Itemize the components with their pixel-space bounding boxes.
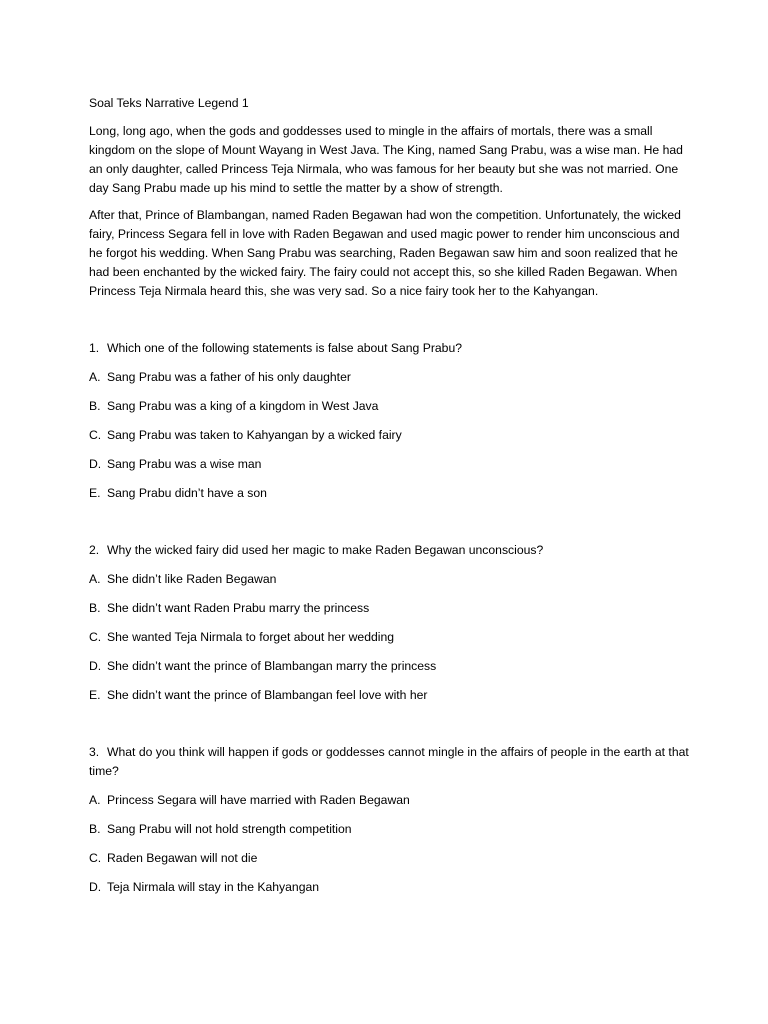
document-title: Soal Teks Narrative Legend 1: [89, 96, 249, 110]
option-text: She didn’t want the prince of Blambangan marry the princess: [107, 659, 437, 673]
option-text: She didn’t want Raden Prabu marry the princess: [107, 601, 370, 615]
option-text: Princess Segara will have married with Raden Begawan: [107, 793, 410, 807]
question-number: 3.: [89, 745, 100, 759]
option-1d: [89, 455, 689, 474]
option-letter: D.: [89, 880, 102, 894]
option-letter: C.: [89, 630, 102, 644]
option-text: Sang Prabu didn’t have a son: [107, 486, 267, 500]
option-1a: [89, 368, 689, 387]
option-letter: C.: [89, 851, 102, 865]
option-letter: B.: [89, 822, 101, 836]
question-3: [89, 743, 689, 781]
question-2: [89, 541, 689, 560]
option-text: She didn’t like Raden Begawan: [107, 572, 277, 586]
option-1e: [89, 484, 689, 503]
option-3c: [89, 849, 689, 868]
story-paragraph-2: After that, Prince of Blambangan, named Raden Begawan had won the competition. Unfortunately, the wicked fairy, Princess Segara fell in love with Raden Begawan and used magic power to render him unconscious and he forgot his wedding. When Sang Prabu was searching, Raden Begawan saw him and soon realized that he had been enchanted by the wicked fairy. The fairy could not accept this, so she killed Raden Begawan. When Princess Teja Nirmala heard this, she was very sad. So a nice fairy took her to the Kahyangan.: [89, 208, 681, 298]
option-letter: D.: [89, 457, 102, 471]
option-letter: B.: [89, 399, 101, 413]
option-text: Raden Begawan will not die: [107, 851, 258, 865]
option-letter: A.: [89, 572, 101, 586]
option-text: Sang Prabu was a father of his only daughter: [107, 370, 351, 384]
option-3a: [89, 791, 689, 810]
option-letter: B.: [89, 601, 101, 615]
option-letter: A.: [89, 370, 101, 384]
question-number: 1.: [89, 341, 100, 355]
option-3b: [89, 820, 689, 839]
option-letter: E.: [89, 688, 101, 702]
option-text: Teja Nirmala will stay in the Kahyangan: [107, 880, 320, 894]
question-text: Which one of the following statements is false about Sang Prabu?: [107, 341, 463, 355]
question-block-1: [89, 339, 689, 503]
question-number: 2.: [89, 543, 100, 557]
option-2e: [89, 686, 689, 705]
option-3d: [89, 878, 689, 897]
question-block-2: [89, 541, 689, 705]
option-text: She wanted Teja Nirmala to forget about her wedding: [107, 630, 395, 644]
option-2d: [89, 657, 689, 676]
option-letter: A.: [89, 793, 101, 807]
story-paragraph-1: Long, long ago, when the gods and goddesses used to mingle in the affairs of mortals, there was a small kingdom on the slope of Mount Wayang in West Java. The King, named Sang Prabu, was a wise man. He had an only daughter, called Princess Teja Nirmala, who was famous for her beauty but she was not married. One day Sang Prabu made up his mind to settle the matter by a show of strength.: [89, 124, 683, 195]
option-text: Sang Prabu was taken to Kahyangan by a wicked fairy: [107, 428, 402, 442]
option-2c: [89, 628, 689, 647]
option-text: Sang Prabu will not hold strength competition: [107, 822, 352, 836]
option-text: Sang Prabu was a king of a kingdom in West Java: [107, 399, 379, 413]
option-letter: D.: [89, 659, 102, 673]
option-1b: [89, 397, 689, 416]
option-text: Sang Prabu was a wise man: [107, 457, 262, 471]
option-text: She didn’t want the prince of Blambangan feel love with her: [107, 688, 428, 702]
option-letter: E.: [89, 486, 101, 500]
document-page: [89, 94, 689, 907]
option-2b: [89, 599, 689, 618]
question-block-3: [89, 743, 689, 897]
question-1: [89, 339, 689, 358]
question-text: What do you think will happen if gods or goddesses cannot mingle in the affairs of people in the earth at that time?: [89, 745, 689, 778]
question-text: Why the wicked fairy did used her magic to make Raden Begawan unconscious?: [107, 543, 544, 557]
option-letter: C.: [89, 428, 102, 442]
option-1c: [89, 426, 689, 445]
option-2a: [89, 570, 689, 589]
